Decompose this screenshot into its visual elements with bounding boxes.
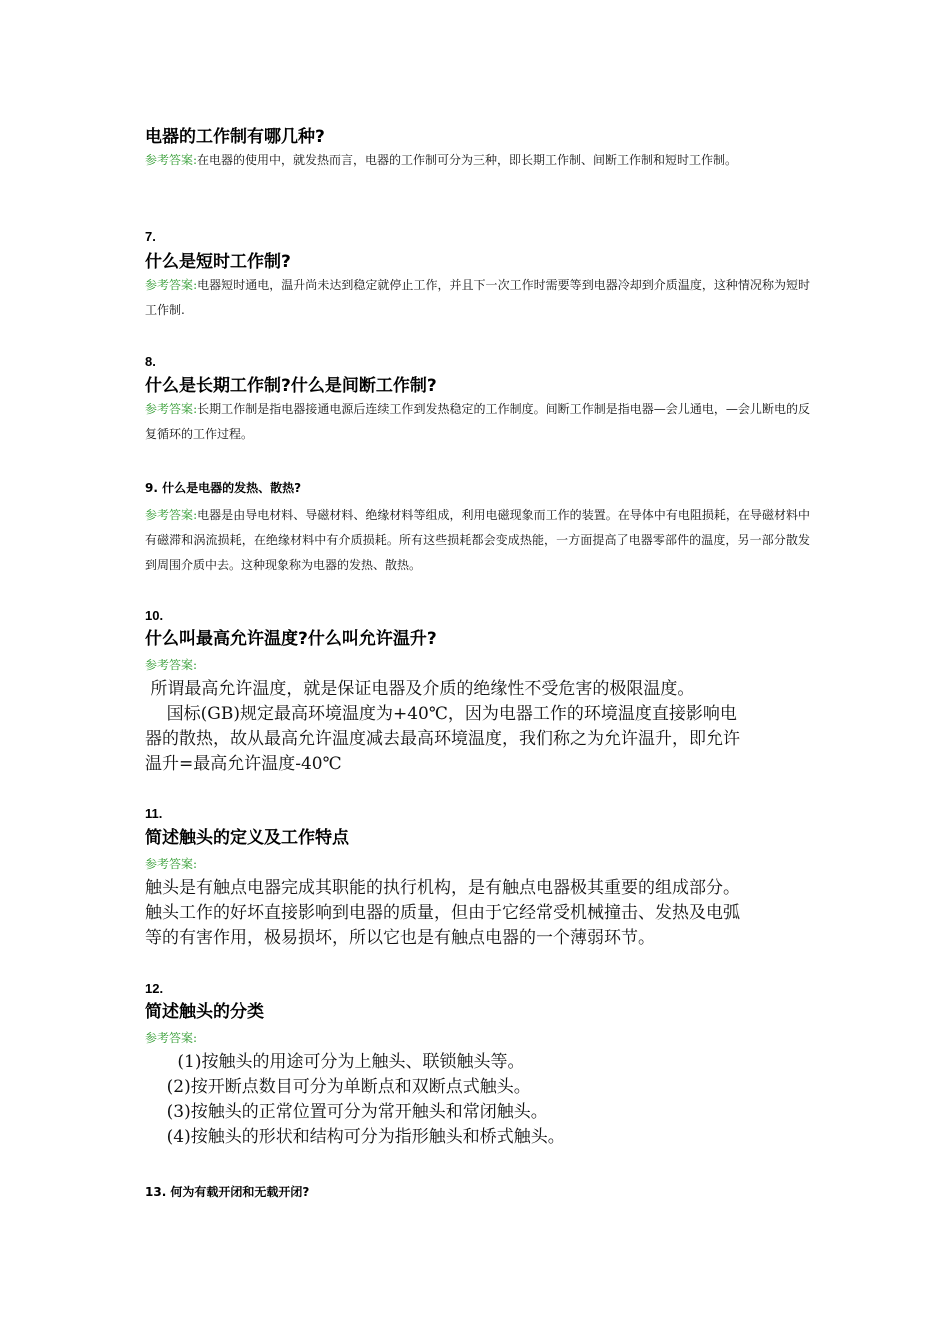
answer-label: 参考答案: — [145, 402, 198, 416]
question-7-title: 什么是短时工作制? — [145, 252, 291, 272]
answer-line: 等的有害作用，极易损坏，所以它也是有触点电器的一个薄弱环节。 — [145, 928, 655, 948]
question-13-title: 13. 何为有载开闭和无载开闭? — [145, 1185, 310, 1199]
answer-line: 器的散热，故从最高允许温度减去最高环境温度，我们称之为允许温升，即允许 — [145, 729, 740, 749]
answer-line: (4)按触头的形状和结构可分为指形触头和桥式触头。 — [145, 1127, 565, 1147]
question-11-title: 简述触头的定义及工作特点 — [145, 828, 349, 848]
question-9-answer — [145, 503, 810, 578]
question-6-answer — [145, 148, 810, 173]
answer-line: (3)按触头的正常位置可分为常开触头和常闭触头。 — [145, 1102, 548, 1122]
answer-line: 温升=最高允许温度-40℃ — [145, 754, 342, 774]
answer-line: 国标(GB)规定最高环境温度为+40℃，因为电器工作的环境温度直接影响电 — [145, 704, 737, 724]
answer-line: 触头是有触点电器完成其职能的执行机构，是有触点电器极其重要的组成部分。 — [145, 878, 740, 898]
question-12-number: 12. — [145, 981, 164, 996]
question-8-title: 什么是长期工作制?什么是间断工作制? — [145, 376, 437, 396]
question-11-number: 11. — [145, 806, 163, 821]
answer-label: 参考答案: — [145, 508, 198, 522]
answer-text: 在电器的使用中，就发热而言，电器的工作制可分为三种，即长期工作制、间断工作制和短时工作制。 — [197, 153, 738, 167]
question-12-title: 简述触头的分类 — [145, 1002, 264, 1022]
answer-label: 参考答案: — [145, 153, 198, 167]
answer-label: 参考答案: — [145, 857, 198, 871]
question-7-number: 7. — [145, 229, 156, 244]
question-7-answer — [145, 273, 810, 323]
answer-label: 参考答案: — [145, 658, 198, 672]
answer-text: 电器短时通电，温升尚未达到稳定就停止工作，并且下一次工作时需要等到电器冷却到介质温度，这种情况称为短时工作制. — [145, 278, 810, 317]
answer-line: (2)按开断点数目可分为单断点和双断点式触头。 — [145, 1077, 531, 1097]
question-9-title: 9. 什么是电器的发热、散热? — [145, 481, 302, 495]
question-10-number: 10. — [145, 608, 164, 623]
question-8-answer — [145, 397, 810, 447]
question-8-number: 8. — [145, 354, 156, 369]
question-6-title: 电器的工作制有哪几种? — [145, 127, 325, 147]
question-11-answer — [145, 876, 810, 951]
answer-line: (1)按触头的用途可分为上触头、联锁触头等。 — [145, 1052, 525, 1072]
question-10-title: 什么叫最高允许温度?什么叫允许温升? — [145, 629, 437, 649]
answer-text: 长期工作制是指电器接通电源后连续工作到发热稳定的工作制度。间断工作制是指电器—会儿通电，—会儿断电的反复循环的工作过程。 — [145, 402, 810, 441]
answer-label: 参考答案: — [145, 1031, 198, 1045]
answer-line: 触头工作的好坏直接影响到电器的质量，但由于它经常受机械撞击、发热及电弧 — [145, 903, 740, 923]
answer-line: 所谓最高允许温度，就是保证电器及介质的绝缘性不受危害的极限温度。 — [145, 679, 695, 699]
answer-text: 电器是由导电材料、导磁材料、绝缘材料等组成，利用电磁现象而工作的装置。在导体中有电阻损耗，在导磁材料中有磁滞和涡流损耗，在绝缘材料中有介质损耗。所有这些损耗都会变成热能，一方面提高了电器零部件的温度，另一部分散发到周围介质中去。这种现象称为电器的发热、散热。 — [145, 508, 810, 572]
answer-label: 参考答案: — [145, 278, 198, 292]
question-12-answer — [145, 1050, 810, 1150]
question-10-answer — [145, 677, 810, 777]
